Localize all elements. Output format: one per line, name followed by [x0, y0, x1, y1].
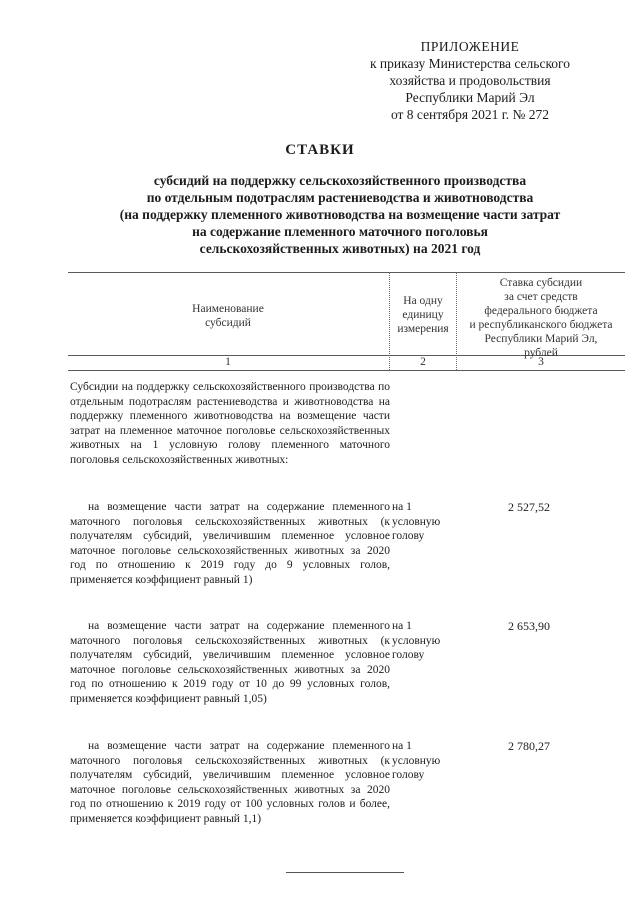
- appendix-block: [350, 38, 590, 123]
- subtitle-line: субсидий на поддержку сельскохозяйственного производства: [153, 173, 527, 188]
- table-top-rule: [68, 272, 625, 273]
- appendix-line: Республики Марий Эл: [405, 90, 535, 105]
- subsidy-row-unit: на 1 условную голову: [392, 620, 441, 661]
- table-header-unit: На одну единицу измерения: [397, 295, 449, 335]
- subsidy-row-unit: на 1 условную голову: [392, 501, 441, 542]
- table-header-rate: Ставка субсидии за счет средств федерального бюджета и республиканского бюджета Республики Марий Эл, рублей: [469, 277, 613, 359]
- document-title: СТАВКИ: [285, 142, 355, 158]
- subtitle-line: по отдельным подотраслям растениеводства и животноводства: [146, 190, 534, 205]
- subsidy-row-text: на возмещение части затрат на содержание племенного маточного поголовья сельскохозяйственных животных (к получателям субсидий, увеличившим племенное условное маточное поголовье сельскохозяйственных животных за 2020 год по отношению к 2019 году от 100 условных голов и более, применяется коэффициент равный 1,1): [70, 740, 390, 825]
- subtitle-line: сельскохозяйственных животных) на 2021 год: [199, 241, 481, 256]
- table-number-rule: [68, 370, 625, 371]
- appendix-line: к приказу Министерства сельского: [369, 56, 571, 71]
- document-subtitle: [60, 172, 620, 257]
- subtitle-line: на содержание племенного маточного поголовья: [192, 224, 488, 239]
- column-number: 2: [420, 356, 426, 368]
- subtitle-line: (на поддержку племенного животноводства на возмещение части затрат: [119, 207, 561, 222]
- appendix-line: хозяйства и продовольствия: [389, 73, 551, 88]
- subsidy-row-rate: 2 780,27: [508, 739, 550, 753]
- subsidy-row-unit: на 1 условную голову: [392, 740, 441, 781]
- subsidy-intro: Субсидии на поддержку сельскохозяйственного производства по отдельным подотраслям растениеводства и животноводства на поддержку племенного животноводства на возмещение части затрат на племенное маточное поголовье сельскохозяйственных животных на 1 условную голову племенного маточного поголовья сельскохозяйственных животных:: [70, 381, 390, 466]
- column-number: 3: [538, 356, 544, 368]
- appendix-title: ПРИЛОЖЕНИЕ: [420, 39, 520, 54]
- table-header-name: Наименование субсидий: [192, 303, 264, 329]
- closing-rule: [286, 872, 404, 873]
- subsidy-row-rate: 2 653,90: [508, 619, 550, 633]
- column-number: 1: [225, 356, 231, 368]
- subsidy-row-text: на возмещение части затрат на содержание племенного маточного поголовья сельскохозяйственных животных (к получателям субсидий, увеличившим племенное условное маточное поголовье сельскохозяйственных животных за 2020 год по отношению к 2019 году от 10 до 99 условных голов, применяется коэффициент равный 1,05): [70, 620, 390, 705]
- appendix-line: от 8 сентября 2021 г. № 272: [390, 107, 550, 122]
- subsidy-row-rate: 2 527,52: [508, 500, 550, 514]
- subsidy-row-text: на возмещение части затрат на содержание племенного маточного поголовья сельскохозяйственных животных (к получателям субсидий, увеличившим племенное условное маточное поголовье сельскохозяйственных животных за 2020 год по отношению к 2019 году до 9 условных голов, применяется коэффициент равный 1): [70, 501, 390, 586]
